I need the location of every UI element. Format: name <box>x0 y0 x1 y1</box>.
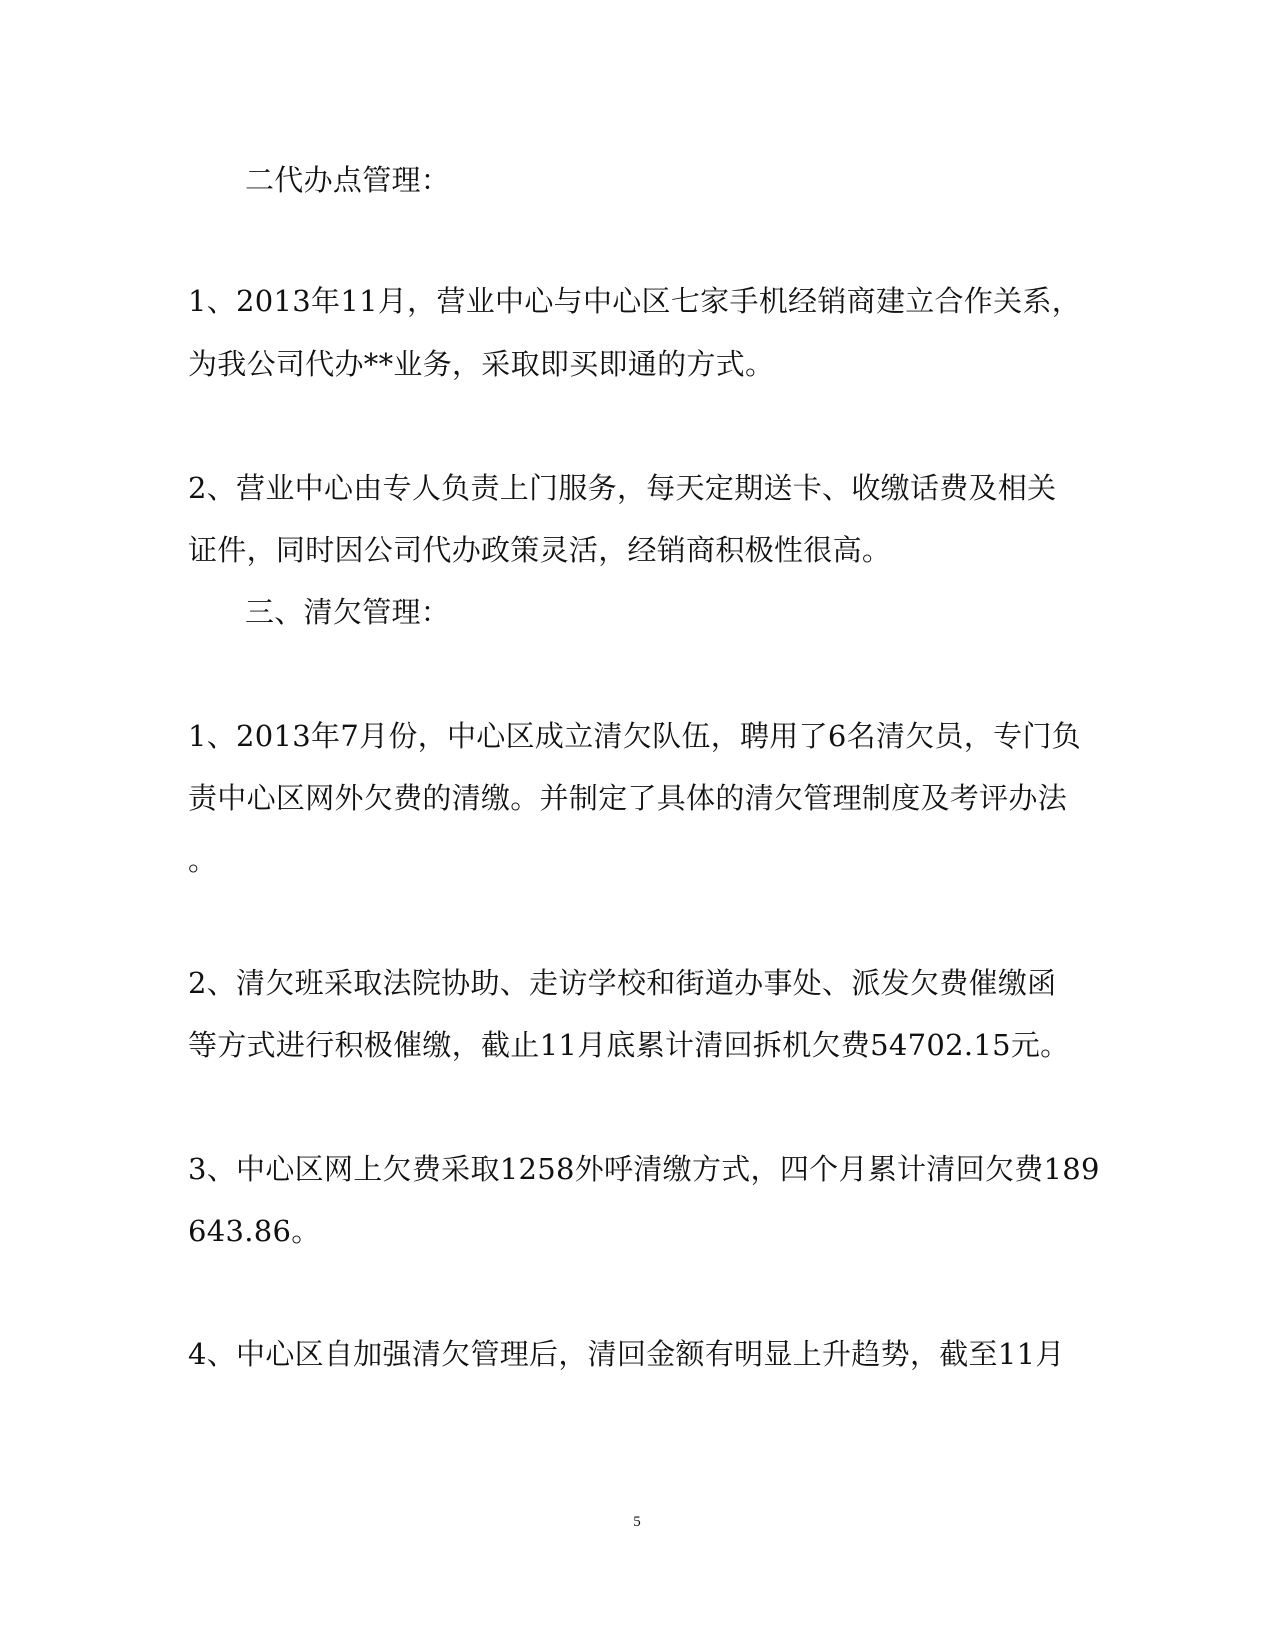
page-number: 5 <box>633 1514 641 1530</box>
section-heading-agent-outlets: 二代办点管理： <box>245 163 451 197</box>
paragraph-line: 1、2013年7月份，中心区成立清欠队伍，聘用了6名清欠员，专门负 <box>188 719 1082 753</box>
paragraph-line: 1、2013年11月，营业中心与中心区七家手机经销商建立合作关系， <box>188 284 1082 318</box>
paragraph-line: 证件，同时因公司代办政策灵活，经销商积极性很高。 <box>188 533 892 567</box>
section-heading-arrears: 三、清欠管理： <box>245 595 451 629</box>
paragraph-line: 2、清欠班采取法院协助、走访学校和街道办事处、派发欠费催缴函 <box>188 966 1057 1000</box>
paragraph-line: 等方式进行积极催缴，截止11月底累计清回拆机欠费54702.15元。 <box>188 1028 1070 1062</box>
paragraph-line: 643.86。 <box>188 1214 321 1248</box>
paragraph-line: 为我公司代办**业务，采取即买即通的方式。 <box>188 347 775 381</box>
paragraph-line: 4、中心区自加强清欠管理后，清回金额有明显上升趋势，截至11月 <box>188 1337 1065 1371</box>
paragraph-line: 责中心区网外欠费的清缴。并制定了具体的清欠管理制度及考评办法 <box>188 781 1068 815</box>
paragraph-line: 3、中心区网上欠费采取1258外呼清缴方式，四个月累计清回欠费189 <box>188 1152 1100 1186</box>
paragraph-line: 2、营业中心由专人负责上门服务，每天定期送卡、收缴话费及相关 <box>188 471 1057 505</box>
paragraph-line: 。 <box>188 843 218 877</box>
